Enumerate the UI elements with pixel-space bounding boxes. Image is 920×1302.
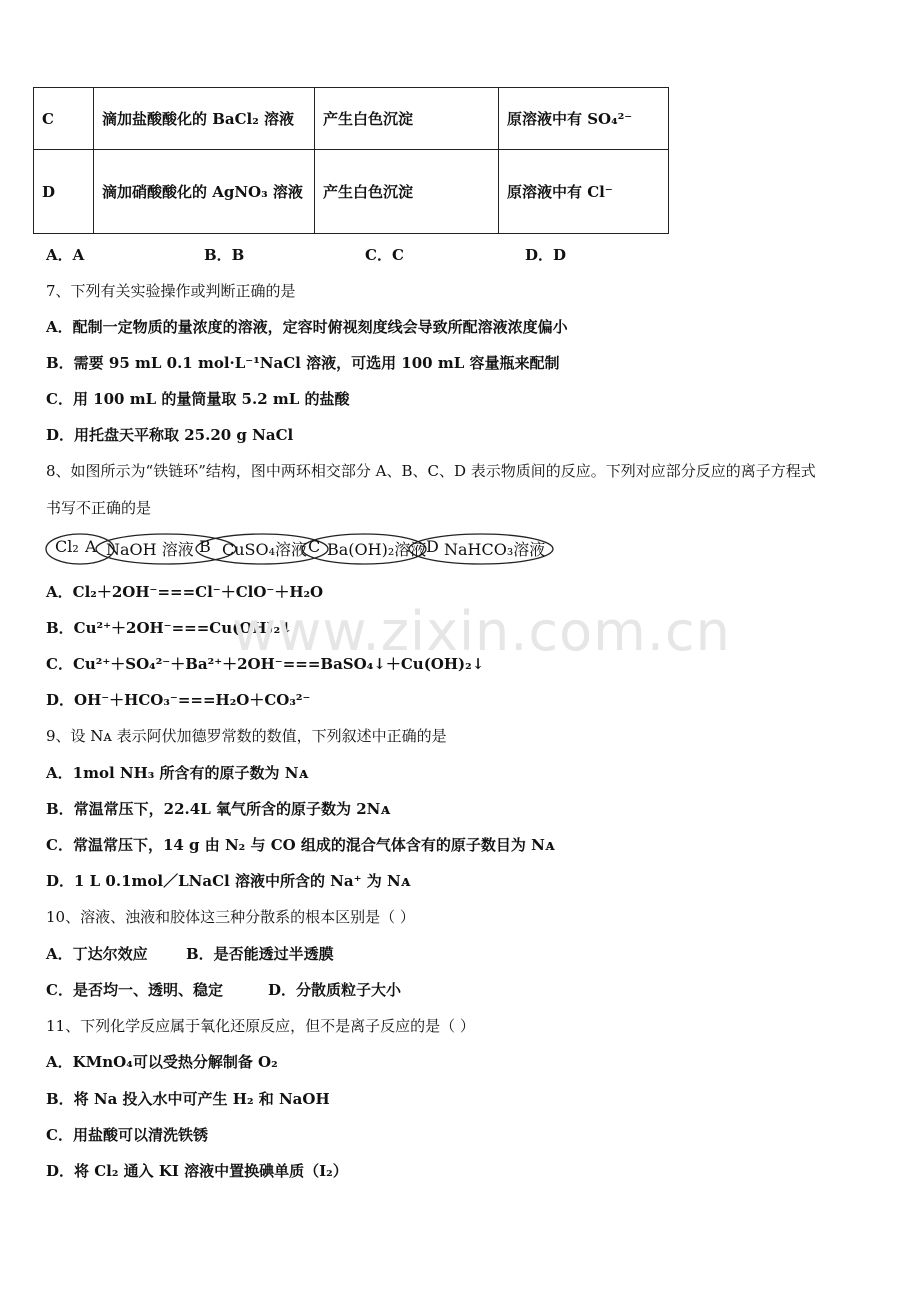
q9-option-d[interactable]: D．1 L 0.1mol／LNaCl 溶液中所含的 Na⁺ 为 Nᴀ xyxy=(46,872,411,890)
q7-option-a[interactable]: A．配制一定物质的量浓度的溶液，定容时俯视刻度线会导致所配溶液浓度偏小 xyxy=(46,318,568,336)
q6-choice-a[interactable]: A．A xyxy=(46,246,85,264)
q11-option-c[interactable]: C．用盐酸可以清洗铁锈 xyxy=(46,1126,208,1144)
chain-naoh: NaOH 溶液 xyxy=(106,540,194,559)
table-row xyxy=(34,150,669,234)
chain-baoh2: Ba(OH)₂溶液 xyxy=(327,540,427,559)
q10-option-a[interactable]: A．丁达尔效应 xyxy=(46,945,148,963)
chain-c: C xyxy=(308,537,321,556)
operation-cell: 滴加硝酸酸化的 AgNO₃ 溶液 xyxy=(94,150,315,234)
q7-option-d[interactable]: D．用托盘天平称取 25.20 g NaCl xyxy=(46,426,294,444)
q9-stem: 9、设 Nᴀ 表示阿伏加德罗常数的数值，下列叙述中正确的是 xyxy=(46,727,447,745)
chain-a: A xyxy=(85,537,97,556)
q11-option-b[interactable]: B．将 Na 投入水中可产生 H₂ 和 NaOH xyxy=(46,1090,330,1108)
q10-option-d[interactable]: D．分散质粒子大小 xyxy=(268,981,402,999)
q8-stem-cont: 书写不正确的是 xyxy=(46,499,152,517)
operation-cell: 滴加盐酸酸化的 BaCl₂ 溶液 xyxy=(94,88,315,150)
conclusion-cell: 原溶液中有 SO₄²⁻ xyxy=(499,88,669,150)
q9-option-c[interactable]: C．常温常压下，14 g 由 N₂ 与 CO 组成的混合气体含有的原子数目为 Nᴀ xyxy=(46,836,555,854)
chain-nahco3: NaHCO₃溶液 xyxy=(444,540,546,559)
q10-option-b[interactable]: B．是否能透过半透膜 xyxy=(186,945,334,963)
conclusion-cell: 原溶液中有 Cl⁻ xyxy=(499,150,669,234)
q9-option-a[interactable]: A．1mol NH₃ 所含有的原子数为 Nᴀ xyxy=(46,764,309,782)
q7-option-b[interactable]: B．需要 95 mL 0.1 mol·L⁻¹NaCl 溶液，可选用 100 mL 容量瓶来配制 xyxy=(46,354,560,372)
q8-option-a[interactable]: A．Cl₂＋2OH⁻===Cl⁻＋ClO⁻＋H₂O xyxy=(46,583,324,601)
watermark: www.zixin.com.cn xyxy=(232,600,731,663)
chain-d: D xyxy=(426,537,439,556)
q11-option-d[interactable]: D．将 Cl₂ 通入 KI 溶液中置换碘单质（I₂） xyxy=(46,1162,348,1180)
q6-choice-c[interactable]: C．C xyxy=(365,246,404,264)
phenomenon-cell: 产生白色沉淀 xyxy=(315,150,499,234)
phenomenon-cell: 产生白色沉淀 xyxy=(315,88,499,150)
q7-stem: 7、下列有关实验操作或判断正确的是 xyxy=(46,282,296,300)
q6-choice-b[interactable]: B．B xyxy=(204,246,245,264)
chain-b: B xyxy=(199,537,211,556)
row-id: C xyxy=(34,88,94,150)
q8-option-d[interactable]: D．OH⁻＋HCO₃⁻===H₂O＋CO₃²⁻ xyxy=(46,691,311,709)
q7-option-c[interactable]: C．用 100 mL 的量筒量取 5.2 mL 的盐酸 xyxy=(46,390,350,408)
q10-stem: 10、溶液、浊液和胶体这三种分散系的根本区别是（ ） xyxy=(46,908,415,926)
chain-cl2: Cl₂ xyxy=(55,537,79,556)
q11-option-a[interactable]: A．KMnO₄可以受热分解制备 O₂ xyxy=(46,1053,278,1071)
q8-option-c[interactable]: C．Cu²⁺＋SO₄²⁻＋Ba²⁺＋2OH⁻===BaSO₄↓＋Cu(OH)₂↓ xyxy=(46,655,485,673)
q9-option-b[interactable]: B．常温常压下，22.4L 氧气所含的原子数为 2Nᴀ xyxy=(46,800,390,818)
q10-option-c[interactable]: C．是否均一、透明、稳定 xyxy=(46,981,223,999)
q11-stem: 11、下列化学反应属于氧化还原反应，但不是离子反应的是（ ） xyxy=(46,1017,475,1035)
row-id: D xyxy=(34,150,94,234)
chain-cuso4: CuSO₄溶液 xyxy=(222,540,308,559)
q8-stem: 8、如图所示为“铁链环”结构，图中两环相交部分 A、B、C、D 表示物质间的反应。下列对应部分反应的离子方程式 xyxy=(46,462,816,480)
q8-option-b[interactable]: B．Cu²⁺＋2OH⁻===Cu(OH)₂↓ xyxy=(46,619,293,637)
table-row xyxy=(34,88,669,150)
q6-choice-d[interactable]: D．D xyxy=(525,246,567,264)
experiment-table xyxy=(33,87,669,234)
